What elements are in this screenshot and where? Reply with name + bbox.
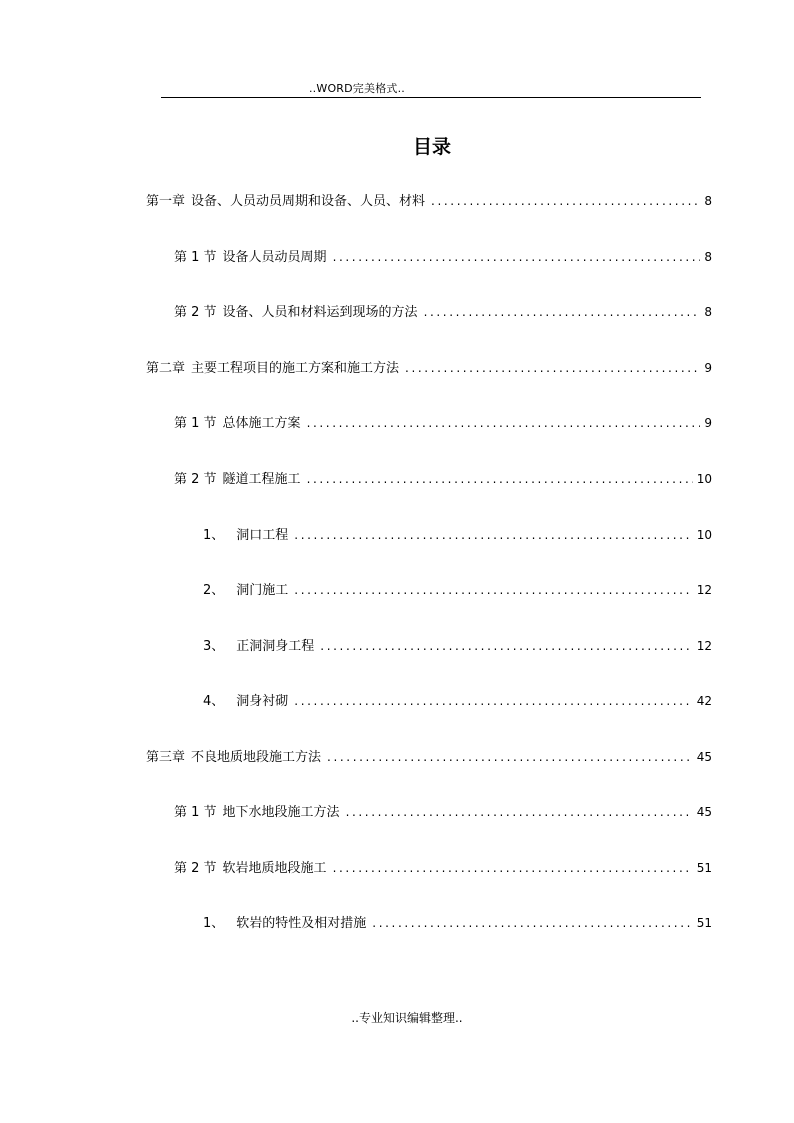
toc-entry-number: 第 1 节 xyxy=(174,805,217,820)
toc-entry-label: 设备人员动员周期 xyxy=(222,250,327,265)
toc-entry-page: 42 xyxy=(696,694,712,708)
toc-entry-page: 45 xyxy=(696,805,712,819)
toc-entry-label: 洞门施工 xyxy=(236,583,289,598)
toc-entry-number: 第 2 节 xyxy=(174,472,217,487)
toc-entry-label: 洞身衬砌 xyxy=(236,694,289,709)
toc-entry-label: 正洞洞身工程 xyxy=(236,639,315,654)
toc-entry-chapter-2[interactable] xyxy=(146,359,712,378)
toc-entry-chapter-3[interactable] xyxy=(146,748,712,767)
toc-entry-page: 8 xyxy=(704,305,712,319)
toc-entry-page: 45 xyxy=(696,750,712,764)
toc-entry-number: 第二章 xyxy=(146,361,186,376)
toc-entry-chapter-1[interactable] xyxy=(146,192,712,211)
toc-entry-number: 第一章 xyxy=(146,194,186,209)
toc-entry-page: 12 xyxy=(696,583,712,597)
toc-entry-page: 10 xyxy=(696,528,712,542)
toc-entry-label: 地下水地段施工方法 xyxy=(222,805,340,820)
toc-dot-leader xyxy=(405,359,700,377)
toc-entry-page: 10 xyxy=(696,472,712,486)
toc-entry-ch1-section-2[interactable] xyxy=(174,303,712,322)
toc-entry-label: 总体施工方案 xyxy=(222,416,301,431)
toc-entry-page: 8 xyxy=(704,194,712,208)
toc-entry-page: 51 xyxy=(696,861,712,875)
toc-entry-page: 51 xyxy=(696,916,712,930)
toc-entry-label: 洞口工程 xyxy=(236,528,289,543)
toc-entry-number: 2、 xyxy=(203,583,225,598)
toc-dot-leader xyxy=(424,303,701,321)
toc-entry-ch3-section-2[interactable] xyxy=(174,859,712,878)
toc-entry-number: 第 1 节 xyxy=(174,416,217,431)
toc-entry-label: 软岩地质地段施工 xyxy=(222,861,327,876)
toc-dot-leader xyxy=(372,914,692,932)
toc-entry-ch2-s2-item-4[interactable] xyxy=(203,692,712,711)
toc-entry-page: 9 xyxy=(704,416,712,430)
toc-entry-ch2-section-1[interactable] xyxy=(174,414,712,433)
toc-dot-leader xyxy=(327,748,693,766)
page-header-text: ..WORD完美格式.. xyxy=(308,82,406,95)
header-divider xyxy=(161,97,701,98)
toc-entry-number: 1、 xyxy=(203,916,225,931)
toc-dot-leader xyxy=(346,803,693,821)
toc-dot-leader xyxy=(294,581,692,599)
toc-entry-page: 12 xyxy=(696,639,712,653)
toc-entry-ch3-s2-item-1[interactable] xyxy=(203,914,712,933)
toc-entry-ch2-s2-item-3[interactable] xyxy=(203,637,712,656)
toc-entry-page: 9 xyxy=(704,361,712,375)
toc-entry-ch2-section-2[interactable] xyxy=(174,470,712,489)
toc-entry-page: 8 xyxy=(704,250,712,264)
toc-entry-ch1-section-1[interactable] xyxy=(174,248,712,267)
page-title-text: 目录 xyxy=(412,136,451,158)
page-title xyxy=(0,132,794,159)
toc-dot-leader xyxy=(320,637,692,655)
toc-entry-number: 第 2 节 xyxy=(174,861,217,876)
toc-dot-leader xyxy=(307,470,693,488)
toc-entry-number: 1、 xyxy=(203,528,225,543)
toc-entry-number: 3、 xyxy=(203,639,225,654)
toc-entry-label: 软岩的特性及相对措施 xyxy=(236,916,367,931)
toc-dot-leader xyxy=(333,248,701,266)
toc-entry-label: 主要工程项目的施工方案和施工方法 xyxy=(191,361,400,376)
toc-entry-ch2-s2-item-2[interactable] xyxy=(203,581,712,600)
toc-entry-label: 设备、人员动员周期和设备、人员、材料 xyxy=(191,194,426,209)
page-footer xyxy=(0,1009,794,1026)
toc-entry-number: 第三章 xyxy=(146,750,186,765)
toc-entry-number: 4、 xyxy=(203,694,225,709)
toc-dot-leader xyxy=(431,192,700,210)
toc-dot-leader xyxy=(294,526,692,544)
page-footer-text: ..专业知识编辑整理.. xyxy=(351,1011,463,1025)
page-header xyxy=(0,80,794,96)
toc-dot-leader xyxy=(307,414,701,432)
toc-entry-label: 不良地质地段施工方法 xyxy=(191,750,322,765)
toc-dot-leader xyxy=(294,692,692,710)
toc-entry-number: 第 2 节 xyxy=(174,305,217,320)
toc-entry-number: 第 1 节 xyxy=(174,250,217,265)
toc-entry-ch2-s2-item-1[interactable] xyxy=(203,526,712,545)
toc-entry-label: 隧道工程施工 xyxy=(222,472,301,487)
toc-dot-leader xyxy=(333,859,693,877)
toc-entry-label: 设备、人员和材料运到现场的方法 xyxy=(222,305,418,320)
toc-entry-ch3-section-1[interactable] xyxy=(174,803,712,822)
